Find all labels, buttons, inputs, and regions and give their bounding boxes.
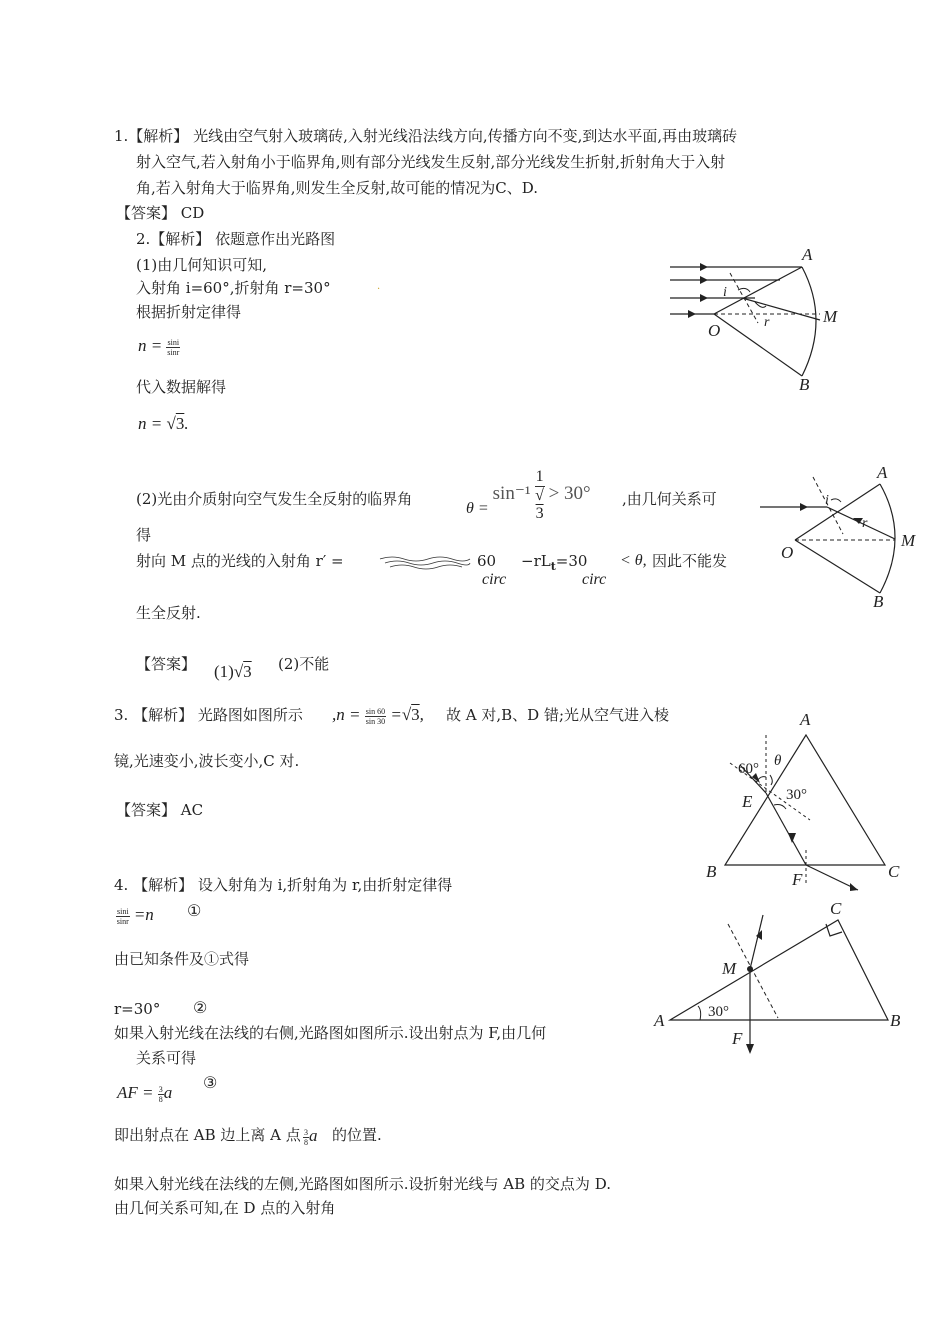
p4-num: sini <box>117 906 129 916</box>
theta-fraction <box>535 468 545 523</box>
p2-line8: 生全反射. <box>136 604 201 622</box>
p1-answer: 【答案】 CD <box>116 204 205 222</box>
p2-line2: 入射角 i=60°,折射角 r=30° <box>136 279 331 297</box>
p4-line5b: 的位置. <box>332 1126 382 1144</box>
af-den: 8 <box>158 1094 163 1104</box>
answer1-label: (1) <box>214 662 234 681</box>
arrow-head <box>788 833 796 843</box>
formula-lhs: n = <box>138 414 163 433</box>
p4-line5a: 即出射点在 AB 边上离 A 点 <box>114 1126 301 1144</box>
p2-line6: 得 <box>136 526 152 544</box>
lt-theta: < θ, <box>620 552 647 569</box>
p2-line7a: 射向 M 点的光线的入射角 r′ = <box>136 552 344 570</box>
p2-formula-sqrt3 <box>138 414 189 434</box>
val-60: 60 <box>477 552 497 570</box>
arrow-head <box>688 310 696 318</box>
p2-answer2: (2)不能 <box>278 655 330 673</box>
fraction-den: sinr <box>167 347 180 357</box>
figure-4-right-triangle <box>650 900 910 1060</box>
p4-line7: 由几何关系可知,在 D 点的入射角 <box>114 1199 336 1217</box>
fig3-angle-theta: θ <box>774 753 782 769</box>
arrow-head <box>850 883 858 891</box>
p3-answer: 【答案】 AC <box>116 801 204 819</box>
theta-radicand: 3 <box>535 505 544 522</box>
fig2-label-O: O <box>781 543 794 562</box>
p3-line2: 镜,光速变小,波长变小,C 对. <box>114 752 300 770</box>
theta-formula <box>466 468 591 523</box>
p2-line7-formula <box>477 552 496 570</box>
figure-1-light-path <box>660 240 850 394</box>
fig1-label-r: r <box>764 315 770 330</box>
p4-line3: 如果入射光线在法线的右侧,光路图如图所示.设出射点为 F,由几何 <box>114 1024 547 1042</box>
fig4-label-M: M <box>722 959 737 978</box>
p1-line2: 射入空气,若入射角小于临界角,则有部分光线发生反射,部分光线发生折射,折射角大于入射 <box>136 153 726 171</box>
dist-den: 8 <box>304 1137 308 1147</box>
sub-t: t <box>550 560 556 573</box>
fig3-label-B: B <box>706 862 717 881</box>
sqrt-sign: √ <box>401 705 412 724</box>
p4-formula3 <box>117 1083 172 1104</box>
theta-num: 1 <box>535 468 544 485</box>
fig2-label-B: B <box>873 592 884 611</box>
p4-fraction <box>116 907 130 926</box>
p4-line6: 如果入射光线在法线的左侧,光路图如图所示.设折射光线与 AB 的交点为 D. <box>114 1175 611 1193</box>
af-lhs: AF = <box>117 1083 154 1102</box>
p3-formula <box>332 705 424 726</box>
mark-1: ① <box>187 901 202 920</box>
fig4-label-B: B <box>890 1011 901 1030</box>
arrow-head <box>700 294 708 302</box>
stray-dot: . <box>377 281 381 292</box>
p3-radicand: 3 <box>411 705 420 724</box>
theta-den <box>535 487 545 523</box>
p3-rest: 故 A 对,B、D 错;光从空气进入棱 <box>446 706 670 724</box>
p4-line1: 由已知条件及①式得 <box>114 950 250 968</box>
fig3-label-A: A <box>800 710 811 729</box>
fig1-label-M: M <box>823 307 838 326</box>
formula-tail: . <box>184 414 189 433</box>
fraction-sini-sinr <box>166 338 180 357</box>
mark-2: ② <box>193 998 208 1017</box>
fig3-angle-60: 60° <box>738 761 759 777</box>
af-var: a <box>163 1083 173 1102</box>
mark-3: ③ <box>203 1073 218 1092</box>
fig2-label-M: M <box>901 531 916 550</box>
fig3-label-C: C <box>888 862 900 881</box>
p3-tail: , <box>419 705 424 724</box>
arrow-head <box>800 503 808 511</box>
fraction-num: sini <box>167 337 180 347</box>
p3-den: sin 30 <box>365 716 386 726</box>
theta-lhs: θ = <box>466 500 489 518</box>
figure-2-critical-angle <box>755 462 930 612</box>
fig3-label-E: E <box>742 792 753 811</box>
p2-line1: (1)由几何知识可知, <box>136 256 268 274</box>
fig1-label-O: O <box>708 321 721 340</box>
sqrt-sign: √ <box>166 414 176 433</box>
dist-num: 3 <box>304 1127 308 1137</box>
p4-head: 4. 【解析】 设入射角为 i,折射角为 r,由折射定律得 <box>114 876 453 894</box>
p3-head: 3. 【解析】 光路图如图所示 <box>114 706 303 724</box>
p2-head: 2.【解析】 依题意作出光路图 <box>136 230 336 248</box>
af-num: 3 <box>158 1084 163 1094</box>
p4-line4: 关系可得 <box>136 1049 197 1067</box>
fig4-label-F: F <box>732 1029 743 1048</box>
fig2-label-i: i <box>825 493 829 508</box>
radicand: 3 <box>175 414 185 433</box>
fig2-label-r: r <box>862 516 868 531</box>
arrow-head <box>700 263 708 271</box>
fig2-label-A: A <box>877 463 888 482</box>
circ-2: circ <box>582 571 607 588</box>
p1-line3: 角,若入射角大于临界角,则发生全反射,故可能的情况为C、D. <box>136 179 539 197</box>
fig1-label-i: i <box>723 285 727 300</box>
theta-rhs: > 30° <box>548 483 591 505</box>
p3-num: sin 60 <box>365 706 386 716</box>
p3-eq: = <box>390 705 402 724</box>
p4-den: sinr <box>116 916 129 926</box>
p2-formula-n <box>138 336 180 357</box>
p2-line7b: 因此不能发 <box>652 552 728 570</box>
fig1-label-A: A <box>802 245 813 264</box>
p3-fraction <box>365 707 386 726</box>
fig4-label-A: A <box>654 1011 665 1030</box>
formula-lhs: n = <box>138 336 163 355</box>
p2-line4: 代入数据解得 <box>136 378 227 396</box>
wavy-lines <box>380 555 470 571</box>
p3-lhs: ,n = <box>332 705 361 724</box>
fig4-label-C: C <box>830 899 842 918</box>
p2-line5b: ,由几何关系可 <box>622 490 717 508</box>
p2-answer1 <box>214 662 252 682</box>
p2-line5a: (2)光由介质射向空气发生全反射的临界角 <box>136 490 413 508</box>
sqrt-sign: √ <box>535 487 544 504</box>
sqrt-sign: √ <box>233 662 244 681</box>
fig1-label-B: B <box>799 375 810 394</box>
p4-line2: r=30° <box>114 1000 161 1018</box>
theta-fn: sin⁻¹ <box>492 483 531 505</box>
p1-line1: 1.【解析】 光线由空气射入玻璃砖,入射光线沿法线方向,传播方向不变,到达水平面,再由玻璃砖 <box>114 127 738 145</box>
figure-3-prism <box>700 705 915 895</box>
p4-rhs: =n <box>133 905 154 924</box>
dist-var: a <box>309 1126 318 1145</box>
p2-line3: 根据折射定律得 <box>136 303 242 321</box>
val-30: =30 <box>555 552 588 570</box>
p4-line5-formula <box>303 1126 318 1147</box>
p2-line7-mid <box>521 552 587 573</box>
fig3-angle-30: 30° <box>786 787 807 803</box>
p2-answer-label: 【答案】 <box>136 655 197 673</box>
minus-rL: −rL <box>521 552 551 570</box>
p4-formula1 <box>116 905 154 926</box>
fig4-angle-30: 30° <box>708 1004 729 1020</box>
arrow-head <box>746 1044 754 1054</box>
arrow-head <box>700 276 708 284</box>
answer1-radicand: 3 <box>243 662 252 681</box>
fig3-label-F: F <box>792 870 803 889</box>
circ-1: circ <box>482 571 507 588</box>
